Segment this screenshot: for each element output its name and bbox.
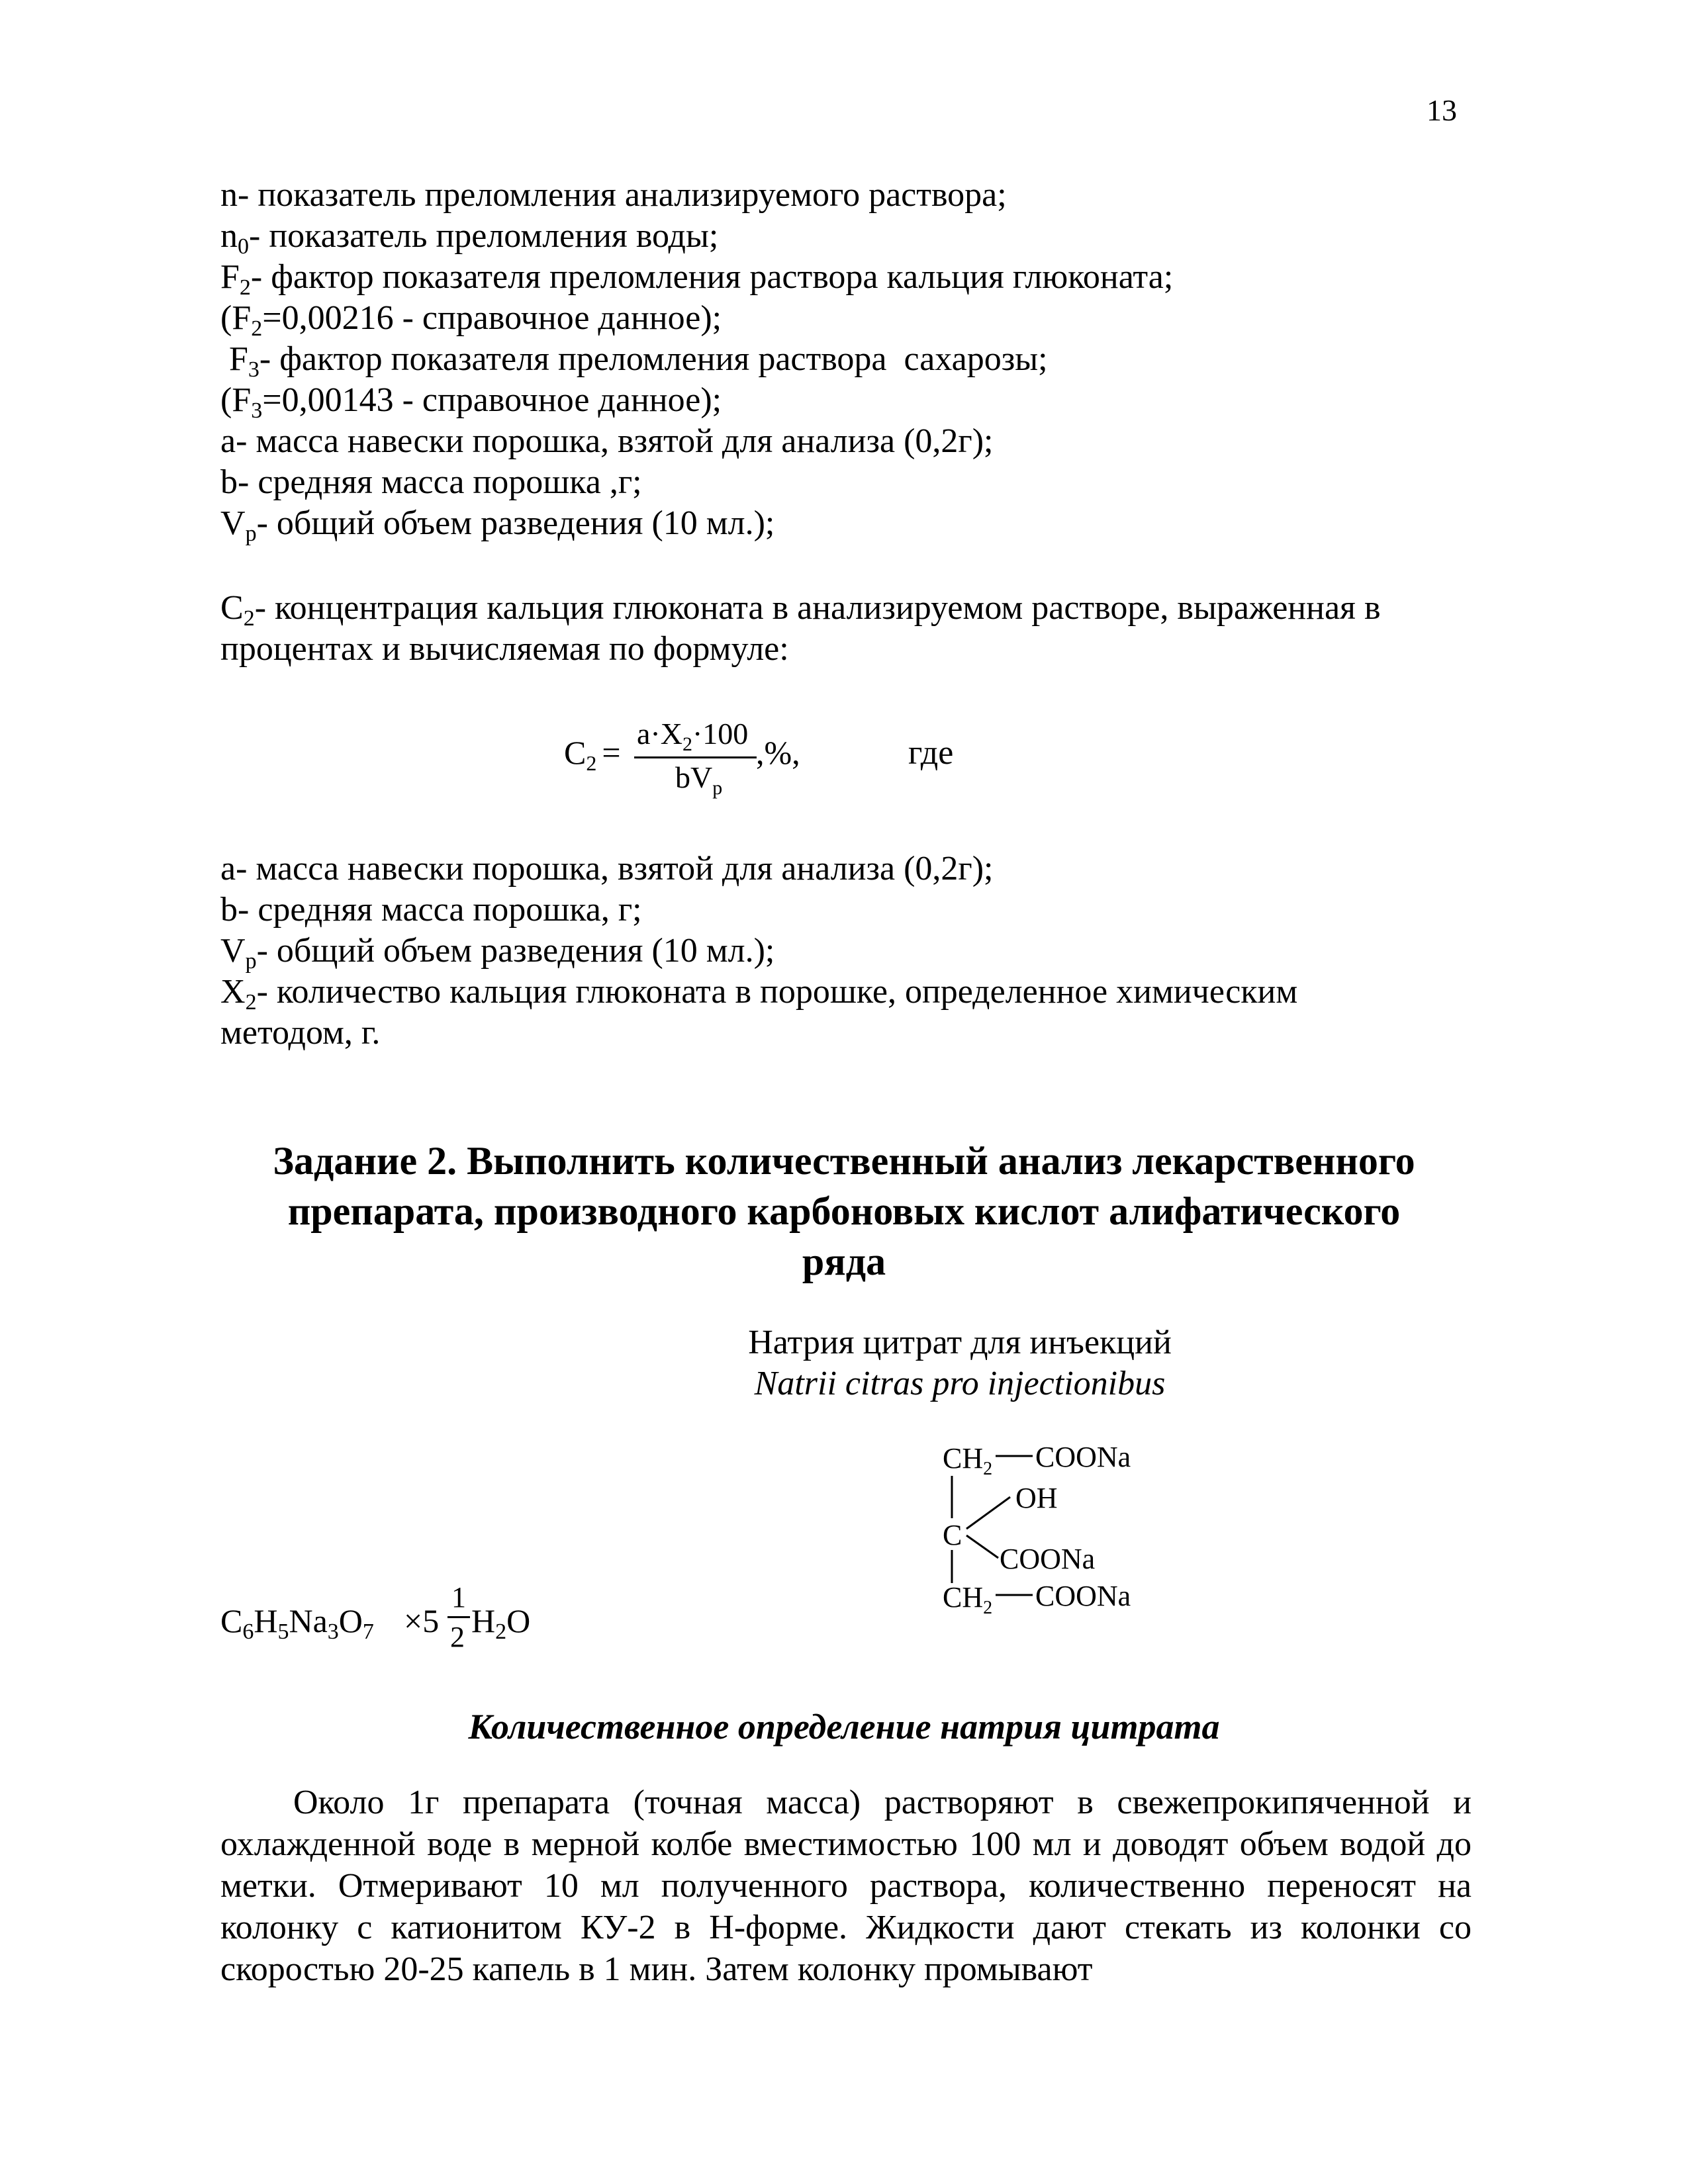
formula-lhs: $C_2$ = [564, 734, 621, 775]
definition-b-2: b- средняя масса порошка, г; [220, 891, 642, 929]
c2-definition-line2: процентах и вычисляемая по формуле: [220, 630, 789, 668]
page-number: 13 [1427, 93, 1457, 127]
svg-text:COONa: COONa [1035, 1441, 1131, 1473]
svg-text:CH2: $CH_2$ [943, 1581, 993, 1618]
task-heading-line2: препарата, производного карбоновых кислот алифатического [287, 1189, 1401, 1233]
formula-frac-den: 2 [450, 1621, 465, 1653]
formula-times: ×5 [404, 1602, 440, 1639]
citrate-structure-diagram [914, 1430, 1178, 1635]
c2-definition-line1: C2- концентрация кальция глюконата в анализируемом растворе, выраженная в [220, 589, 1381, 631]
formula-frac-bar [447, 1616, 470, 1618]
formula-where: где [908, 734, 954, 772]
formula-water: $H_2O$ [471, 1602, 531, 1644]
drug-name-latin: Natrii citras pro injectionibus [754, 1365, 1166, 1402]
definition-n0: n0- показатель преломления воды; [220, 217, 719, 259]
formula-fraction-bar [634, 756, 757, 758]
svg-text:OH: OH [1015, 1482, 1058, 1514]
section-title: Количественное определение натрия цитрата [468, 1707, 1220, 1747]
formula-denominator: $bV_р$ [675, 760, 723, 799]
drug-name-ru: Натрия цитрат для инъекций [748, 1324, 1172, 1361]
svg-text:CH2: $CH_2$ [943, 1442, 993, 1479]
definition-f3-value: (F3=0,00143 - справочное данное); [220, 381, 722, 423]
definition-f2-value: (F2=0,00216 - справочное данное); [220, 299, 722, 341]
svg-text:C: C [943, 1519, 962, 1551]
formula-numerator: $a\cdot X_2\cdot 100$ [637, 717, 749, 755]
formula-citrate: $C_6H_5Na_3O_7$ [220, 1602, 374, 1644]
definition-a: a- масса навески порошка, взятой для анализа (0,2г); [220, 422, 994, 460]
definition-a-2: a- масса навески порошка, взятой для анализа (0,2г); [220, 850, 994, 887]
svg-text:COONa: COONa [1000, 1543, 1096, 1575]
task-heading-line1: Задание 2. Выполнить количественный анализ лекарственного [273, 1139, 1415, 1183]
definition-b: b- средняя масса порошка ,г; [220, 463, 642, 501]
definition-x2-cont: методом, г. [220, 1014, 381, 1052]
definition-x2: X2- количество кальция глюконата в порошке, определенное химическим [220, 973, 1298, 1015]
definition-f3: F3- фактор показателя преломления раствора сахарозы; [220, 340, 1048, 382]
formula-suffix: ,%, [756, 734, 800, 771]
definition-vp-2: Vр- общий объем разведения (10 мл.); [220, 932, 775, 974]
definition-vp: Vр- общий объем разведения (10 мл.); [220, 504, 775, 546]
formula-frac-num: 1 [451, 1581, 466, 1614]
procedure-paragraph [220, 1782, 1472, 1990]
definition-n: n- показатель преломления анализируемого раствора; [220, 176, 1007, 214]
svg-text:COONa: COONa [1035, 1580, 1131, 1612]
task-heading-line3: ряда [802, 1240, 886, 1283]
procedure-text: Около 1г препарата (точная масса) растворяют в свежепрокипяченной и охлажденной воде в мерной колбе вместимостью 100 мл и доводят объем водой до метки. Отмеривают 10 мл полученного раствора, количественно переносят на колонку с катионитом КУ-2 в Н-форме. Жидкости дают стекать из колонки со скоростью 20-25 капель в 1 мин. Затем колонку промывают [220, 1784, 1472, 1988]
definition-f2: F2- фактор показателя преломления раствора кальция глюконата; [220, 258, 1174, 300]
